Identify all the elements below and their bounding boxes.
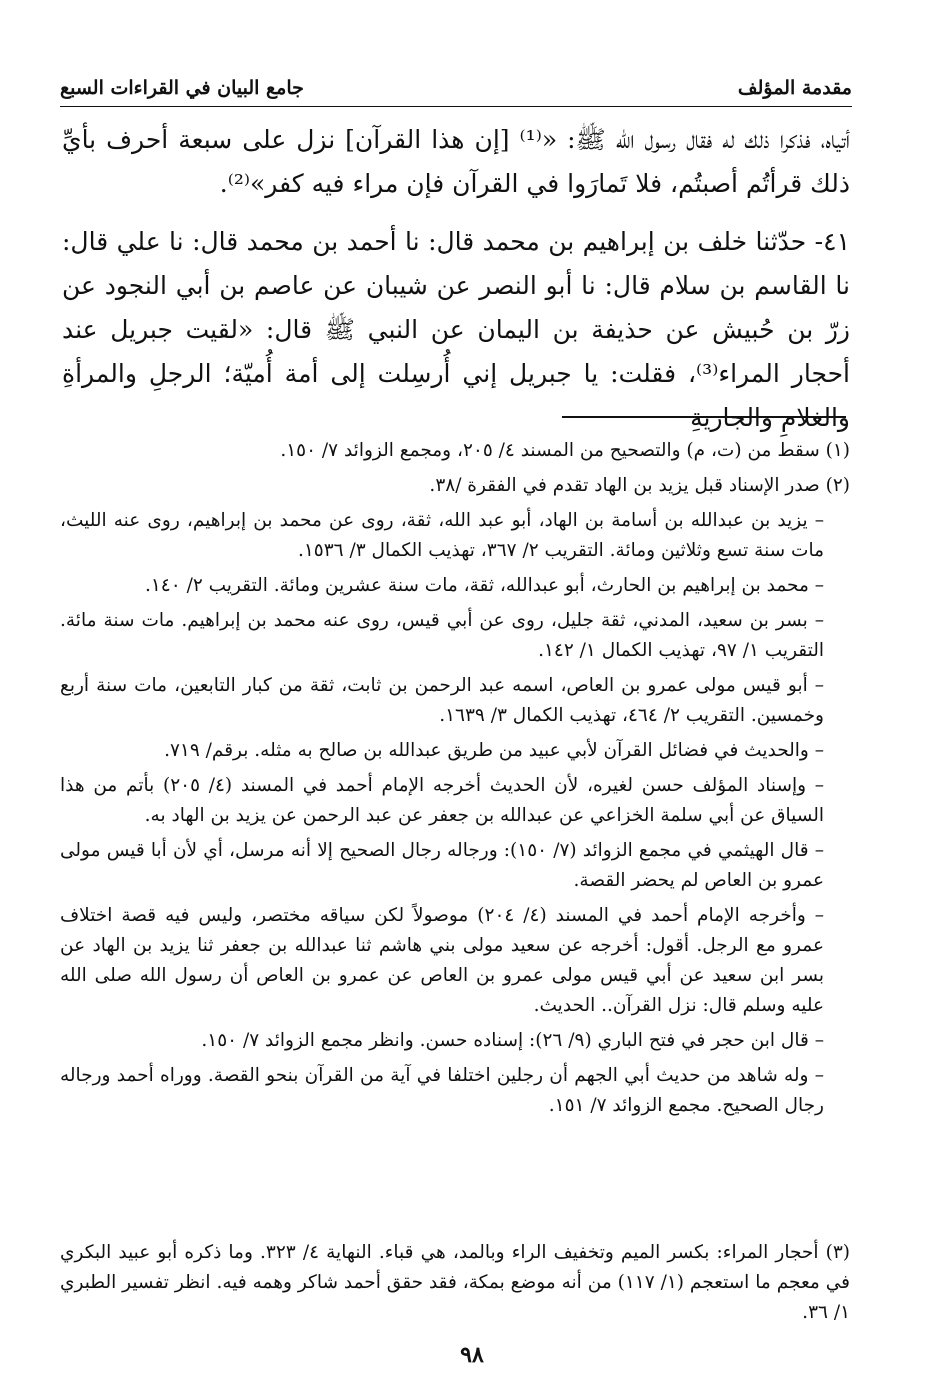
page-number: ٩٨ — [460, 1342, 484, 1368]
header-rule — [60, 106, 852, 107]
footnote-entry: – يزيد بن عبدالله بن أسامة بن الهاد، أبو عبد الله، ثقة، روى عن محمد بن إبراهيم، روى عنه الليث، مات سنة تسع وثلاثين ومائة. التقريب ٢/ ٣٦٧، تهذيب الكمال ٣/ ١٥٣٦. — [60, 510, 824, 561]
book-title: جامع البيان في القراءات السبع — [60, 77, 304, 99]
footnote-entry: – وأخرجه الإمام أحمد في المسند (٤/ ٢٠٤) موصولاً لكن سياقه مختصر، وليس فيه قصة اختلاف عمرو مع الرجل. أقول: أخرجه عن سعيد مولى بني هاشم ثنا عبدالله بن جعفر ثنا يزيد بن الهاد عن بسر ابن سعيد عن أبي قيس مولى عمرو بن العاص عن عمرو بن العاص أن رسول الله صلى الله عليه وسلم قال: نزل القرآن.. الحديث. — [60, 905, 824, 1016]
footnote-entry: – محمد بن إبراهيم بن الحارث، أبو عبدالله، ثقة، مات سنة عشرين ومائة. التقريب ٢/ ١٤٠. — [144, 575, 824, 596]
footnote-3: (٣) أحجار المراء: بكسر الميم وتخفيف الراء وبالمد، هي قباء. النهاية ٤/ ٣٢٣. وما ذكره أبو عبيد البكري في معجم ما استعجم (١/ ١١٧) من أنه موضع بمكة، فقد حقق أحمد شاكر وهمه فيه. انظر تفسير الطبري ١/ ٣٦. — [60, 1242, 850, 1323]
footnote-entry: – وله شاهد من حديث أبي الجهم أن رجلين اختلفا في آية من القرآن بنحو القصة. ووراه أحمد ورجاله رجال الصحيح. مجمع الزوائد ٧/ ١٥١. — [60, 1065, 824, 1116]
main-paragraph: أتياه، فذكرا ذلك له فقال رسول الله ﷺ: «⁽¹⁾ [إن هذا القرآن] نزل على سبعة أحرف بأيِّ ذلك قرأتُم أصبتُم، فلا تَمارَوا في القرآن فإن مراء فيه كفر»⁽²⁾. — [62, 125, 850, 198]
footnote-entry: – قال ابن حجر في فتح الباري (٩/ ٢٦): إسناده حسن. وانظر مجمع الزوائد ٧/ ١٥٠. — [201, 1030, 824, 1051]
chapter-title: مقدمة المؤلف — [737, 77, 852, 99]
main-text — [62, 118, 850, 454]
running-header — [60, 74, 852, 102]
footnote-entry: – قال الهيثمي في مجمع الزوائد (٧/ ١٥٠): ورجاله رجال الصحيح إلا أنه مرسل، أي لأن أبا قيس مولى عمرو بن العاص لم يحضر القصة. — [60, 840, 824, 891]
footnote-entry: – أبو قيس مولى عمرو بن العاص، اسمه عبد الرحمن بن ثابت، ثقة من كبار التابعين، مات سنة أربع وخمسين. التقريب ٢/ ٤٦٤، تهذيب الكمال ٣/ ١٦٣٩. — [60, 675, 824, 726]
footnote-2: (٢) صدر الإسناد قبل يزيد بن الهاد تقدم في الفقرة /٣٨. — [429, 475, 850, 496]
footnote-1: (١) سقط من (ت، م) والتصحيح من المسند ٤/ ٢٠٥، ومجمع الزوائد ٧/ ١٥٠. — [280, 440, 850, 461]
footnote-separator — [562, 416, 846, 418]
footnote-entry: – وإسناد المؤلف حسن لغيره، لأن الحديث أخرجه الإمام أحمد في المسند (٤/ ٢٠٥) بأتم من هذا السياق عن أبي سلمة الخزاعي عن عبدالله بن جعفر عن عبد الرحمن عن يزيد بن الهاد به. — [60, 775, 824, 826]
footnotes — [60, 436, 850, 1126]
footnote-entry: – والحديث في فضائل القرآن لأبي عبيد من طريق عبدالله بن صالح به مثله. برقم/ ٧١٩. — [164, 740, 824, 761]
main-paragraph: ٤١- حدّثنا خلف بن إبراهيم بن محمد قال: نا أحمد بن محمد قال: نا علي قال: نا القاسم بن سلام قال: نا أبو النصر عن شيبان عن عاصم بن أبي النجود عن زرّ بن حُبيش عن حذيفة بن اليمان عن النبي ﷺ قال: «لقيت جبريل عند أحجار المراء⁽³⁾، فقلت: يا جبريل إني أُرسِلت إلى أمة أُميّة؛ الرجلِ والمرأةِ والغلامِ والجاريةِ — [62, 227, 850, 432]
footnote-entry: – بسر بن سعيد، المدني، ثقة جليل، روى عن أبي قيس، روى عنه محمد بن إبراهيم. مات سنة مائة. التقريب ١/ ٩٧، تهذيب الكمال ١/ ١٤٢. — [60, 610, 824, 661]
